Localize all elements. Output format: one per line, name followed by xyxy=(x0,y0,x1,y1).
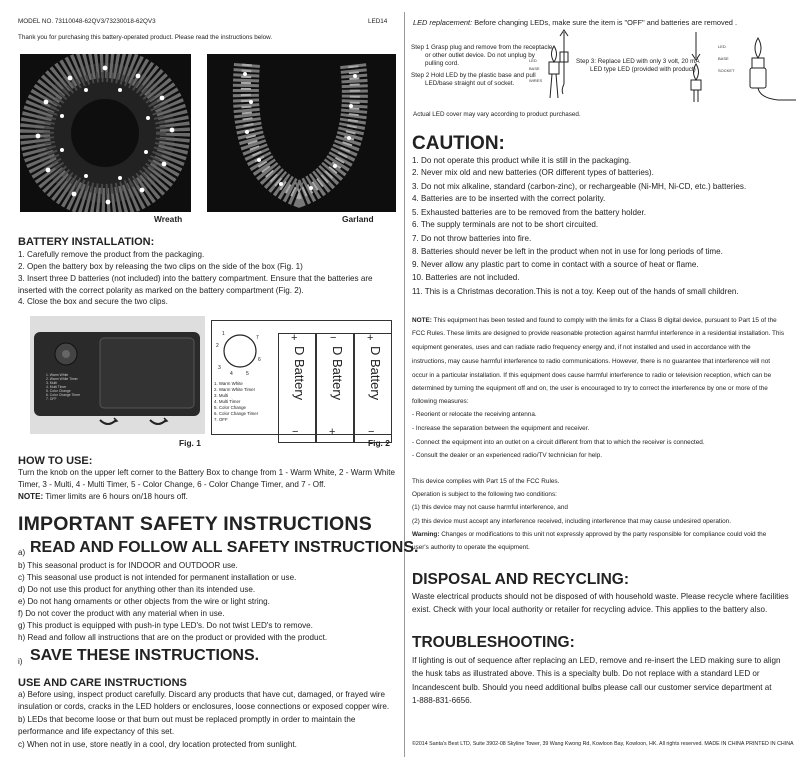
fig1-caption: Fig. 1 xyxy=(179,438,201,448)
disposal-line: exist. Check with your local authority or retailer for recycling advice. This applies to the battery also. xyxy=(412,605,768,614)
use-care-line: b) LEDs that become loose or that burn out must be replaced promptly in order to maintain the xyxy=(18,715,356,724)
fcc-line: instructions, may cause harmful interference to radio communications. However, there is no guarantee that interference will not xyxy=(412,358,771,365)
led-step1-line: pulling cord. xyxy=(425,60,459,67)
battery-slot xyxy=(316,333,354,443)
fcc-line: - Increase the separation between the equipment and receiver. xyxy=(412,425,590,432)
dial-number: 6 xyxy=(258,357,261,363)
led-replacement-text: Before changing LEDs, make sure the item is "OFF" and batteries are removed . xyxy=(472,18,738,27)
wreath-photo xyxy=(20,54,191,212)
mode-label: 2. Warm White Timer xyxy=(214,387,256,392)
safety-item: h) Read and follow all instructions that are on the product or provided with the product. xyxy=(18,633,328,642)
battery-step: inserted with the correct polarity as marked on the battery compartment (Fig. 2). xyxy=(18,286,304,295)
fcc-warning-line: user's authority to operate the equipment. xyxy=(412,544,530,551)
mode-dial xyxy=(212,321,272,433)
mode-label: 6. Color Change Timer xyxy=(214,411,259,416)
how-to-use-title: HOW TO USE: xyxy=(18,455,93,467)
battery-step: 2. Open the battery box by releasing the two clips on the side of the box (Fig. 1) xyxy=(18,262,303,271)
timer-note xyxy=(18,492,188,502)
fcc-line: FCC Rules. These limits are designed to provide reasonable protection against harmful interference in a residential installation. This xyxy=(412,330,785,337)
mode-label: 1. Warm White xyxy=(214,381,243,386)
use-care-title: USE AND CARE INSTRUCTIONS xyxy=(18,677,187,689)
caution-item: 8. Batteries should never be left in the product when not in use for long periods of time. xyxy=(412,247,723,256)
diagram-label: BASE xyxy=(718,56,729,61)
safety-item: e) Do not hang ornaments or other objects from the wire or light string. xyxy=(18,597,270,606)
note-label: NOTE: xyxy=(18,492,44,501)
battery-slot xyxy=(278,333,316,443)
troubleshooting-line: Incandescent bulb. Should you need additional bulbs please call our customer service department at xyxy=(412,683,772,692)
safety-title: IMPORTANT SAFETY INSTRUCTIONS xyxy=(18,513,372,535)
use-care-line: performance and life expectancy of this set. xyxy=(18,727,175,736)
wreath-image xyxy=(20,54,191,212)
box-mode-label: 7. OFF xyxy=(46,397,57,401)
model-number: MODEL NO. 73110048-62QV3/73230018-62QV3 xyxy=(18,18,156,25)
dial-number: 3 xyxy=(218,365,221,371)
caution-title: CAUTION: xyxy=(412,133,505,154)
fcc-compliance-line: Operation is subject to the following two conditions: xyxy=(412,491,557,498)
led-step2 xyxy=(411,72,536,88)
fcc-line: - Reorient or relocate the receiving antenna. xyxy=(412,411,537,418)
save-instructions: SAVE THESE INSTRUCTIONS. xyxy=(30,647,260,664)
use-care-line: a) Before using, inspect product carefully. Discard any products that have cut, damaged, or frayed wire xyxy=(18,690,385,699)
led-replacement-label: LED replacement: xyxy=(413,18,473,27)
fcc-note-label: NOTE: xyxy=(412,317,432,324)
fcc-warning xyxy=(412,529,766,542)
battery-label: D Battery xyxy=(368,346,383,401)
battery-box-photo xyxy=(30,316,205,434)
battery-polarity: + xyxy=(367,332,374,344)
box-mode-label: 3. Multi xyxy=(46,381,57,385)
fcc-line: - Consult the dealer or an experienced radio/TV technician for help. xyxy=(412,452,603,459)
battery-polarity: − xyxy=(292,426,299,438)
battery-polarity: + xyxy=(291,332,298,344)
dial-number: 7 xyxy=(256,335,259,341)
box-mode-label: 2. Warm White Timer xyxy=(46,377,78,381)
box-mode-label: 1. Warm White xyxy=(46,373,69,377)
fcc-line: occur in a particular installation. If this equipment does cause harmful interference to radio or television reception, which can be xyxy=(412,372,772,379)
fcc-line: following measures: xyxy=(412,398,469,405)
safety-i-prefix: i) xyxy=(18,657,23,666)
garland-caption: Garland xyxy=(342,214,374,224)
box-mode-label: 4. Multi Timer xyxy=(46,385,67,389)
disposal-line: Waste electrical products should not be disposed of with household waste. Please recycle where facilities xyxy=(412,592,789,601)
battery-label: D Battery xyxy=(330,346,345,401)
troubleshooting-line: 1-888-831-6656. xyxy=(412,696,472,705)
disposal-title: DISPOSAL AND RECYCLING: xyxy=(412,571,630,588)
troubleshooting-line: the husk tabs as illustrated above. This is a specialty bulb. Do not replace with a standard LED or xyxy=(412,669,760,678)
caution-item: 3. Do not mix alkaline, standard (carbon-zinc), or rechargeable (Ni-MH, Ni-CD, etc.) batteries. xyxy=(412,182,747,191)
use-care-line: insulation or cords, cracks in the LED holders or enclosures, loose connections or exposed copper wire. xyxy=(18,702,390,711)
led-cover-note: Actual LED cover may vary according to product purchased. xyxy=(413,111,581,118)
safety-read-follow: READ AND FOLLOW ALL SAFETY INSTRUCTIONS. xyxy=(30,539,419,556)
product-code: LED14 xyxy=(368,18,388,25)
fcc-line: - Connect the equipment into an outlet on a circuit different from that to which the receiver is connected. xyxy=(412,439,705,446)
diagram-label: LED xyxy=(718,44,726,49)
safety-a-prefix: a) xyxy=(18,548,26,557)
dial-number: 5 xyxy=(246,371,249,377)
safety-item: g) This product is equipped with push-in type LED's. Do not twist LED's to remove. xyxy=(18,621,313,630)
diagram-label: BASE xyxy=(529,66,540,71)
fcc-compliance-line: This device complies with Part 15 of the FCC Rules. xyxy=(412,478,560,485)
caution-item: 9. Never allow any plastic part to come in contact with a source of heat or flame. xyxy=(412,260,699,269)
diagram-label: SOCKET xyxy=(718,68,735,73)
caution-item: 1. Do not operate this product while it is still in the packaging. xyxy=(412,156,632,165)
safety-item: c) This seasonal use product is not intended for permanent installation or use. xyxy=(18,573,297,582)
diagram-label: WIRES xyxy=(529,78,543,83)
troubleshooting-line: If lighting is out of sequence after replacing an LED, remove and re-insert the LED making sure to align xyxy=(412,656,781,665)
note-text: Timer limits are 6 hours on/18 hours off. xyxy=(43,492,188,501)
battery-slot xyxy=(354,333,392,443)
how-to-use-line: Turn the knob on the upper left corner to the Battery Box to change from 1 - Warm White, 2 - Warm White xyxy=(18,468,395,477)
fig2-caption: Fig. 2 xyxy=(368,438,390,448)
battery-installation-title: BATTERY INSTALLATION: xyxy=(18,236,155,248)
caution-item: 7. Do not throw batteries into fire. xyxy=(412,234,532,243)
use-care-line: c) When not in use, store neatly in a cool, dry location protected from sunlight. xyxy=(18,740,297,749)
led-socket-diagram xyxy=(718,36,798,104)
box-mode-label: 6. Color Change Timer xyxy=(46,393,81,397)
led-step3-line: LED type LED (provided with product) xyxy=(590,66,696,73)
battery-step: 3. Insert three D batteries (not included) into the battery compartment. Ensure that the batteries are xyxy=(18,274,373,283)
diagram-label: LED xyxy=(529,58,537,63)
fcc-compliance-line: (1) this device may not cause harmful interference, and xyxy=(412,504,568,511)
fcc-text: This equipment has been tested and found to comply with the limits for a Class B digital device, pursuant to Part 15 of the xyxy=(431,317,777,324)
mode-label: 3. Multi xyxy=(214,393,229,398)
led-step1-line: Step 1 Grasp plug and remove from the receptacle xyxy=(411,44,553,51)
dial-number: 4 xyxy=(230,371,233,377)
wreath-caption: Wreath xyxy=(154,214,183,224)
led-step1-line: or other outlet device. Do not unplug by xyxy=(425,52,535,59)
fcc-compliance-line: (2) this device must accept any interference received, including interference that may cause undesired operation. xyxy=(412,518,731,525)
fcc-line: determined by turning the equipment off and on, the user is encouraged to try to correct the interference by one or more of the xyxy=(412,385,768,392)
led-removal-arrow xyxy=(556,26,572,96)
garland-image xyxy=(207,54,396,212)
how-to-use-line: Timer, 3 - Multi, 4 - Multi Timer, 5 - Color Change, 6 - Color Change Timer, and 7 - Off. xyxy=(18,480,326,489)
led-step3 xyxy=(576,58,700,74)
battery-box-image xyxy=(30,316,205,434)
battery-polarity: − xyxy=(330,332,337,344)
caution-item: 6. The supply terminals are not to be short circuited. xyxy=(412,220,599,229)
caution-item: 5. Exhausted batteries are to be removed from the battery holder. xyxy=(412,208,646,217)
dial-number: 2 xyxy=(216,343,219,349)
battery-compartment-diagram xyxy=(211,320,392,438)
garland-photo xyxy=(207,54,396,212)
battery-label: D Battery xyxy=(292,346,307,401)
troubleshooting-title: TROUBLESHOOTING: xyxy=(412,634,575,651)
fcc-line xyxy=(412,315,777,328)
dial-number: 1 xyxy=(222,331,225,337)
led-step3-line: Step 3: Replace LED with only 3 volt, 20 mA xyxy=(576,58,700,65)
footer-copyright: ©2014 Santa's Best LTD, Suite 3902-08 Skyline Tower, 39 Wang Kwong Rd, Kowloon Bay, Kowloon, HK. All rights reserved. MADE IN CHINA PRINTED IN CHINA xyxy=(412,741,794,747)
caution-item: 10. Batteries are not included. xyxy=(412,273,520,282)
fcc-warning-label: Warning: xyxy=(412,531,440,538)
mode-label: 4. Multi Timer xyxy=(214,399,241,404)
fcc-line: equipment generates, uses and can radiate radio frequency energy and, if not installed and used in accordance with the xyxy=(412,344,751,351)
caution-item: 2. Never mix old and new batteries (OR different types of batteries). xyxy=(412,168,654,177)
column-divider xyxy=(404,12,405,757)
safety-item: f) Do not cover the product with any material when in use. xyxy=(18,609,225,618)
mode-label: 5. Color Change xyxy=(214,405,246,410)
thank-you-text: Thank you for purchasing this battery-operated product. Please read the instructions below. xyxy=(18,34,273,41)
caution-item: 11. This is a Christmas decoration.This is not a toy. Keep out of the hands of small children. xyxy=(412,287,739,296)
battery-step: 4. Close the box and secure the two clips. xyxy=(18,297,168,306)
fcc-warning-text: Changes or modifications to this unit not expressly approved by the party responsible for compliance could void the xyxy=(439,531,767,538)
box-mode-label: 5. Color Change xyxy=(46,389,71,393)
battery-polarity: − xyxy=(368,426,375,438)
battery-polarity: + xyxy=(329,426,336,438)
caution-item: 4. Batteries are to be inserted with the correct polarity. xyxy=(412,194,606,203)
battery-step: 1. Carefully remove the product from the packaging. xyxy=(18,250,205,259)
led-step2-line: LED/base straight out of socket. xyxy=(425,80,515,87)
led-step2-line: Step 2 Hold LED by the plastic base and pull xyxy=(411,72,536,79)
safety-item: b) This seasonal product is for INDOOR and OUTDOOR use. xyxy=(18,561,238,570)
safety-item: d) Do not use this product for anything other than its intended use. xyxy=(18,585,256,594)
mode-label: 7. OFF xyxy=(214,417,228,422)
led-replacement-intro xyxy=(413,18,737,27)
